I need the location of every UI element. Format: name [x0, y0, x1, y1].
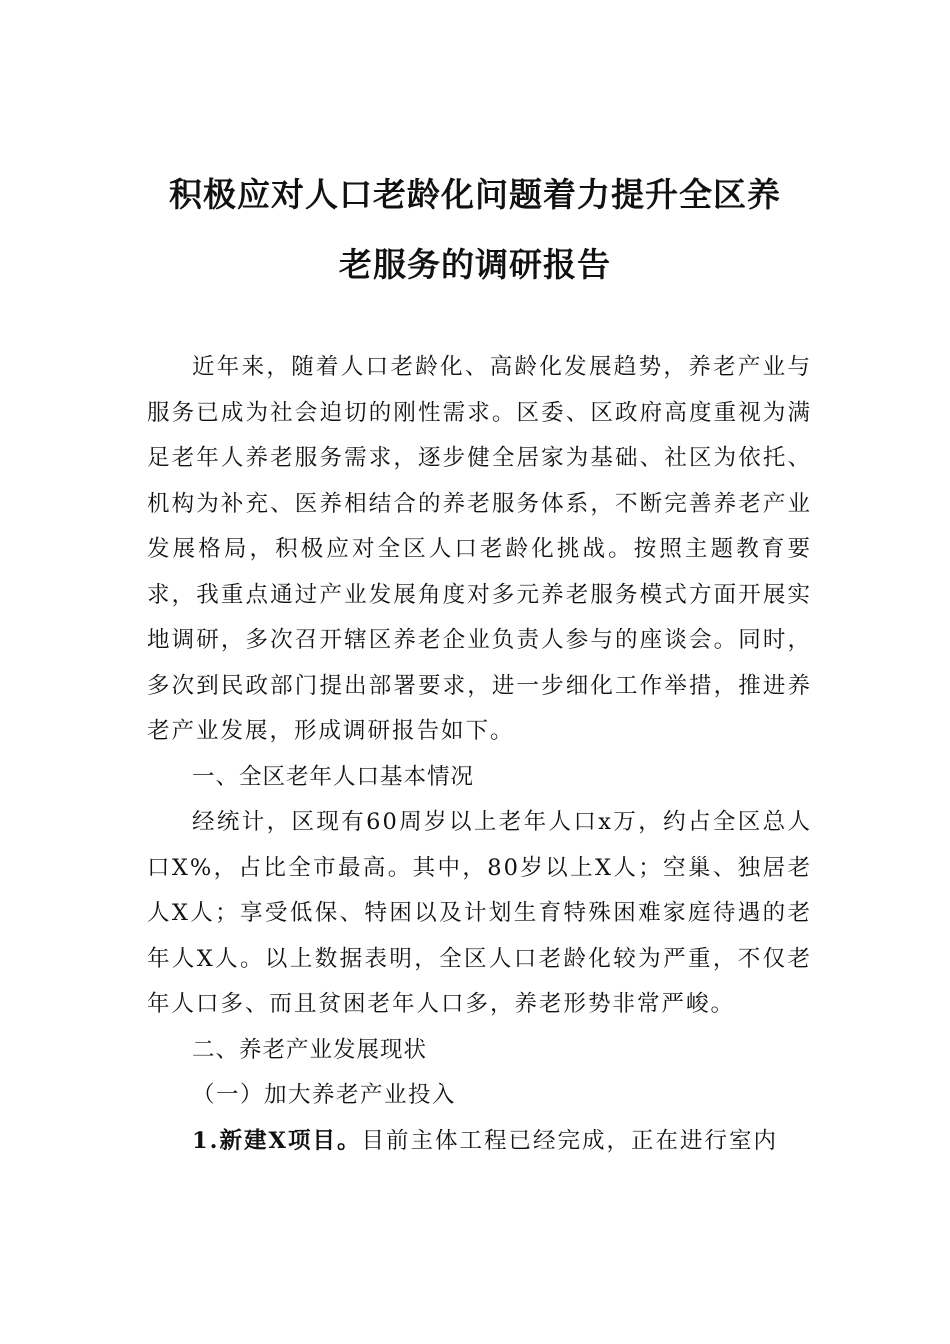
document-title-line-2: 老服务的调研报告: [339, 245, 611, 284]
document-title-line-1: 积极应对人口老龄化问题着力提升全区养: [169, 175, 781, 214]
subsection-1-heading: （一）加大养老产业投入: [192, 1082, 457, 1108]
document-body: [147, 345, 812, 1164]
section-1-paragraph: 经统计，区现有60周岁以上老年人口x万，约占全区总人口X%，占比全市最高。其中，80岁以上X人；空巢、独居老人X人；享受低保、特困以及计划生育特殊困难家庭待遇的老年人X人。以上数据表明，全区人口老龄化较为严重，不仅老年人口多、而且贫困老年人口多，养老形势非常严峻。: [147, 809, 812, 1017]
intro-paragraph: 近年来，随着人口老龄化、高龄化发展趋势，养老产业与服务已成为社会迫切的刚性需求。区委、区政府高度重视为满足老年人养老服务需求，逐步健全居家为基础、社区为依托、机构为补充、医养相结合的养老服务体系，不断完善养老产业发展格局，积极应对全区人口老龄化挑战。按照主题教育要求，我重点通过产业发展角度对多元养老服务模式方面开展实地调研，多次召开辖区养老企业负责人参与的座谈会。同时，多次到民政部门提出部署要求，进一步细化工作举措，推进养老产业发展，形成调研报告如下。: [147, 354, 812, 744]
item-1-lead: 1.新建X项目。: [192, 1127, 362, 1154]
item-1-text: 目前主体工程已经完成，正在进行室内: [361, 1127, 778, 1154]
item-1-paragraph: [147, 1119, 812, 1165]
section-1-heading: 一、全区老年人口基本情况: [192, 763, 475, 790]
section-2-heading: 二、养老产业发展现状: [192, 1036, 428, 1063]
